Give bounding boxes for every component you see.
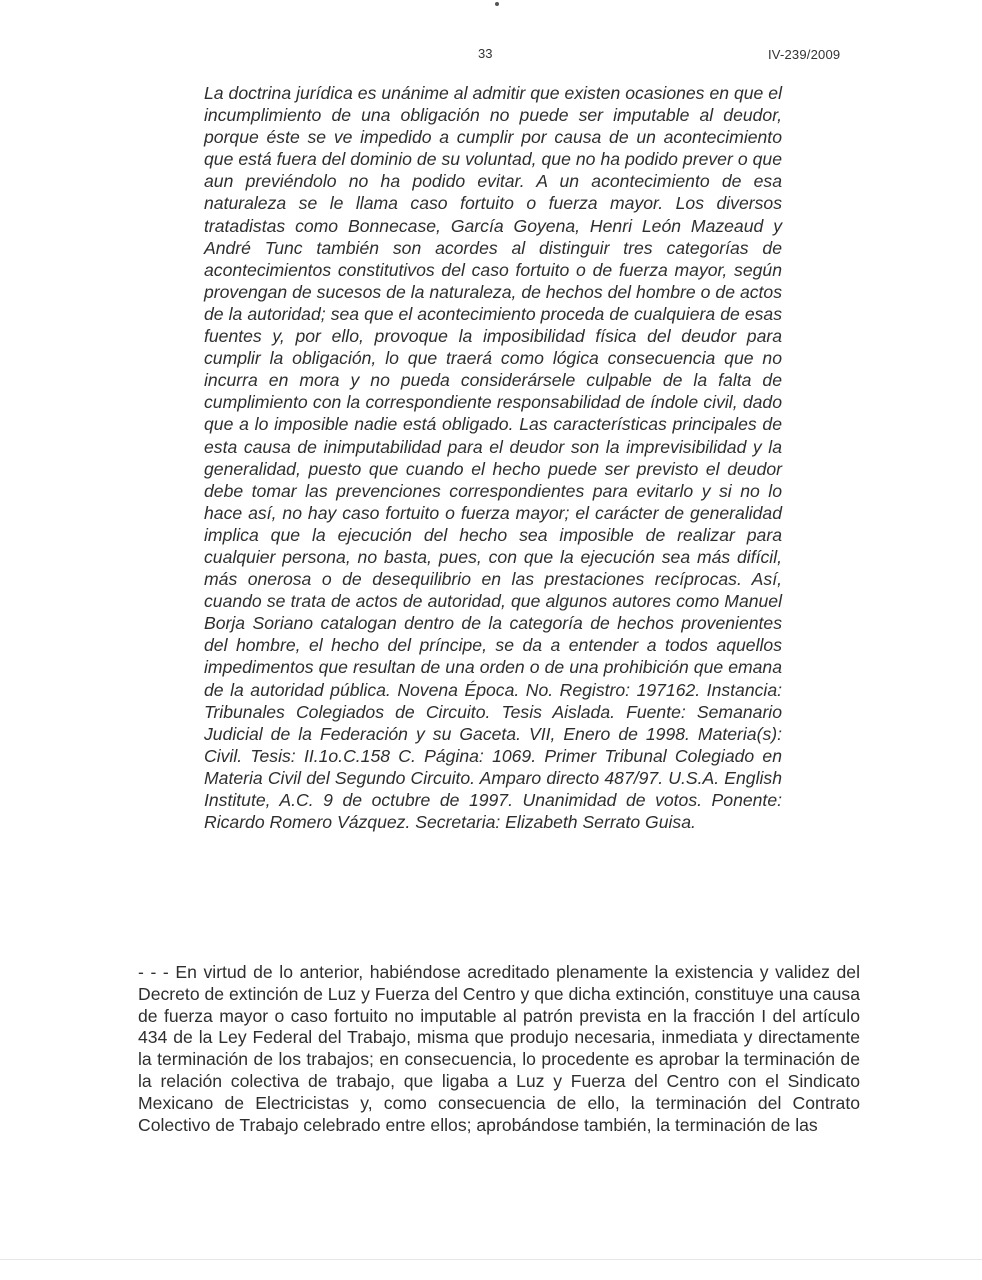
scan-speck	[495, 2, 499, 6]
body-paragraph: - - - En virtud de lo anterior, habiéndose acreditado plenamente la existencia y validez del Decreto de extinción de Luz y Fuerza del Centro y que dicha extinción, constituye una causa de fuerza mayor o caso fortuito no imputable al patrón prevista en la fracción I del artículo 434 de la Ley Federal del Trabajo, misma que produjo necesaria, inmediata y directamente la terminación de los trabajos; en consecuencia, lo procedente es aprobar la terminación de la relación colectiva de trabajo, que ligaba a Luz y Fuerza del Centro con el Sindicato Mexicano de Electricistas y, como consecuencia de ello, la terminación del Contrato Colectivo de Trabajo celebrado entre ellos; aprobándose también, la terminación de las	[138, 962, 860, 1135]
scan-bottom-edge	[0, 1259, 982, 1260]
jurisprudence-quote: La doctrina jurídica es unánime al admitir que existen ocasiones en que el incumplimiento de una obligación no puede ser imputable al deudor, porque éste se ve impedido a cumplir por causa de un acontecimiento que está fuera del dominio de su voluntad, que no ha podido prever o que aun previéndolo no ha podido evitar. A un acontecimiento de esa naturaleza se le llama caso fortuito o fuerza mayor. Los diversos tratadistas como Bonnecase, García Goyena, Henri León Mazeaud y André Tunc también son acordes al distinguir tres categorías de acontecimientos constitutivos del caso fortuito o de fuerza mayor, según provengan de sucesos de la naturaleza, de hechos del hombre o de actos de la autoridad; sea que el acontecimiento proceda de cualquiera de esas fuentes y, por ello, provoque la imposibilidad física del deudor para cumplir la obligación, lo que traerá como lógica consecuencia que no incurra en mora y no pueda considerársele culpable de la falta de cumplimiento con la correspondiente responsabilidad de índole civil, dado que a lo imposible nadie está obligado. Las características principales de esta causa de inimputabilidad para el deudor son la imprevisibilidad y la generalidad, puesto que cuando el hecho puede ser previsto el deudor debe tomar las prevenciones correspondientes para evitarlo y si no lo hace así, no hay caso fortuito o fuerza mayor; el carácter de generalidad implica que la ejecución del hecho sea imposible de realizar para cualquier persona, no basta, pues, con que la ejecución sea más difícil, más onerosa o de desequilibrio en las prestaciones recíprocas. Así, cuando se trata de actos de autoridad, que algunos autores como Manuel Borja Soriano catalogan dentro de la categoría de hechos provenientes del hombre, el hecho del príncipe, se da a entender a todos aquellos impedimentos que resultan de una orden o de una prohibición que emana de la autoridad pública. Novena Época. No. Registro: 197162. Instancia: Tribunales Colegiados de Circuito. Tesis Aislada. Fuente: Semanario Judicial de la Federación y su Gaceta. VII, Enero de 1998. Materia(s): Civil. Tesis: II.1o.C.158 C. Página: 1069. Primer Tribunal Colegiado en Materia Civil del Segundo Circuito. Amparo directo 487/97. U.S.A. English Institute, A.C. 9 de octubre de 1997. Unanimidad de votos. Ponente: Ricardo Romero Vázquez. Secretaria: Elizabeth Serrato Guisa.	[204, 83, 782, 833]
page-number: 33	[478, 46, 493, 61]
case-number: IV-239/2009	[768, 47, 841, 62]
